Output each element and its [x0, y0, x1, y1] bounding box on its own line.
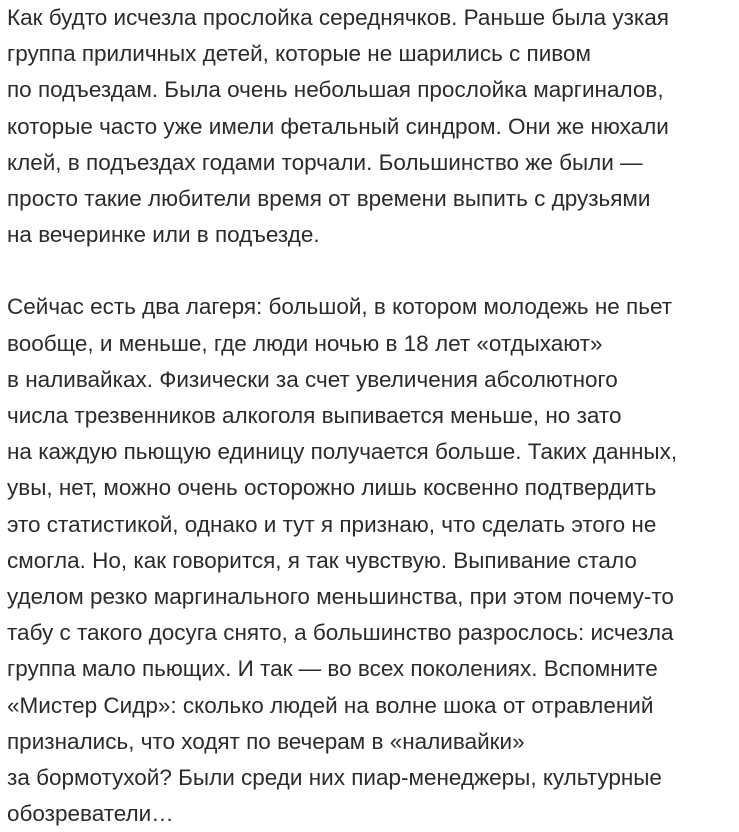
- text-line: группа мало пьющих. И так — во всех поколениях. Вспомните: [7, 656, 658, 682]
- text-line: обозреватели…: [7, 801, 174, 827]
- text-line: на каждую пьющую единицу получается больше. Таких данных,: [7, 439, 678, 465]
- text-line: группа приличных детей, которые не шарились с пивом: [7, 41, 591, 67]
- paragraph-2: [7, 289, 739, 832]
- paragraph-spacer: [7, 253, 739, 289]
- text-line: признались, что ходят по вечерам в «наливайки»: [7, 728, 525, 754]
- text-line: вообще, и меньше, где люди ночью в 18 лет «отдыхают»: [7, 330, 603, 356]
- text-line: на вечеринке или в подъезде.: [7, 222, 320, 248]
- article-body: [7, 0, 739, 832]
- text-line: просто такие любители время от времени выпить с друзьями: [7, 186, 651, 212]
- text-line: увы, нет, можно очень осторожно лишь косвенно подтвердить: [7, 475, 657, 501]
- text-line: которые часто уже имели фетальный синдром. Они же нюхали: [7, 113, 669, 139]
- text-line: это статистикой, однако и тут я признаю, что сделать этого не: [7, 511, 657, 537]
- text-line: числа трезвенников алкоголя выпивается меньше, но зато: [7, 403, 622, 429]
- text-line: Сейчас есть два лагеря: большой, в котором молодежь не пьет: [7, 294, 673, 320]
- text-line: «Мистер Сидр»: сколько людей на волне шока от отравлений: [7, 692, 654, 718]
- text-line: табу с такого досуга снято, а большинство разрослось: исчезла: [7, 620, 674, 646]
- text-line: по подъездам. Была очень небольшая прослойка маргиналов,: [7, 77, 664, 103]
- text-line: Как будто исчезла прослойка середнячков. Раньше была узкая: [7, 5, 669, 30]
- text-line: в наливайках. Физически за счет увеличения абсолютного: [7, 366, 618, 392]
- text-line: уделом резко маргинального меньшинства, при этом почему-то: [7, 584, 674, 610]
- paragraph-1: [7, 0, 739, 253]
- text-line: смогла. Но, как говорится, я так чувствую. Выпивание стало: [7, 547, 637, 573]
- text-line: за бормотухой? Были среди них пиар-менеджеры, культурные: [7, 765, 662, 791]
- text-line: клей, в подъездах годами торчали. Большинство же были —: [7, 149, 643, 175]
